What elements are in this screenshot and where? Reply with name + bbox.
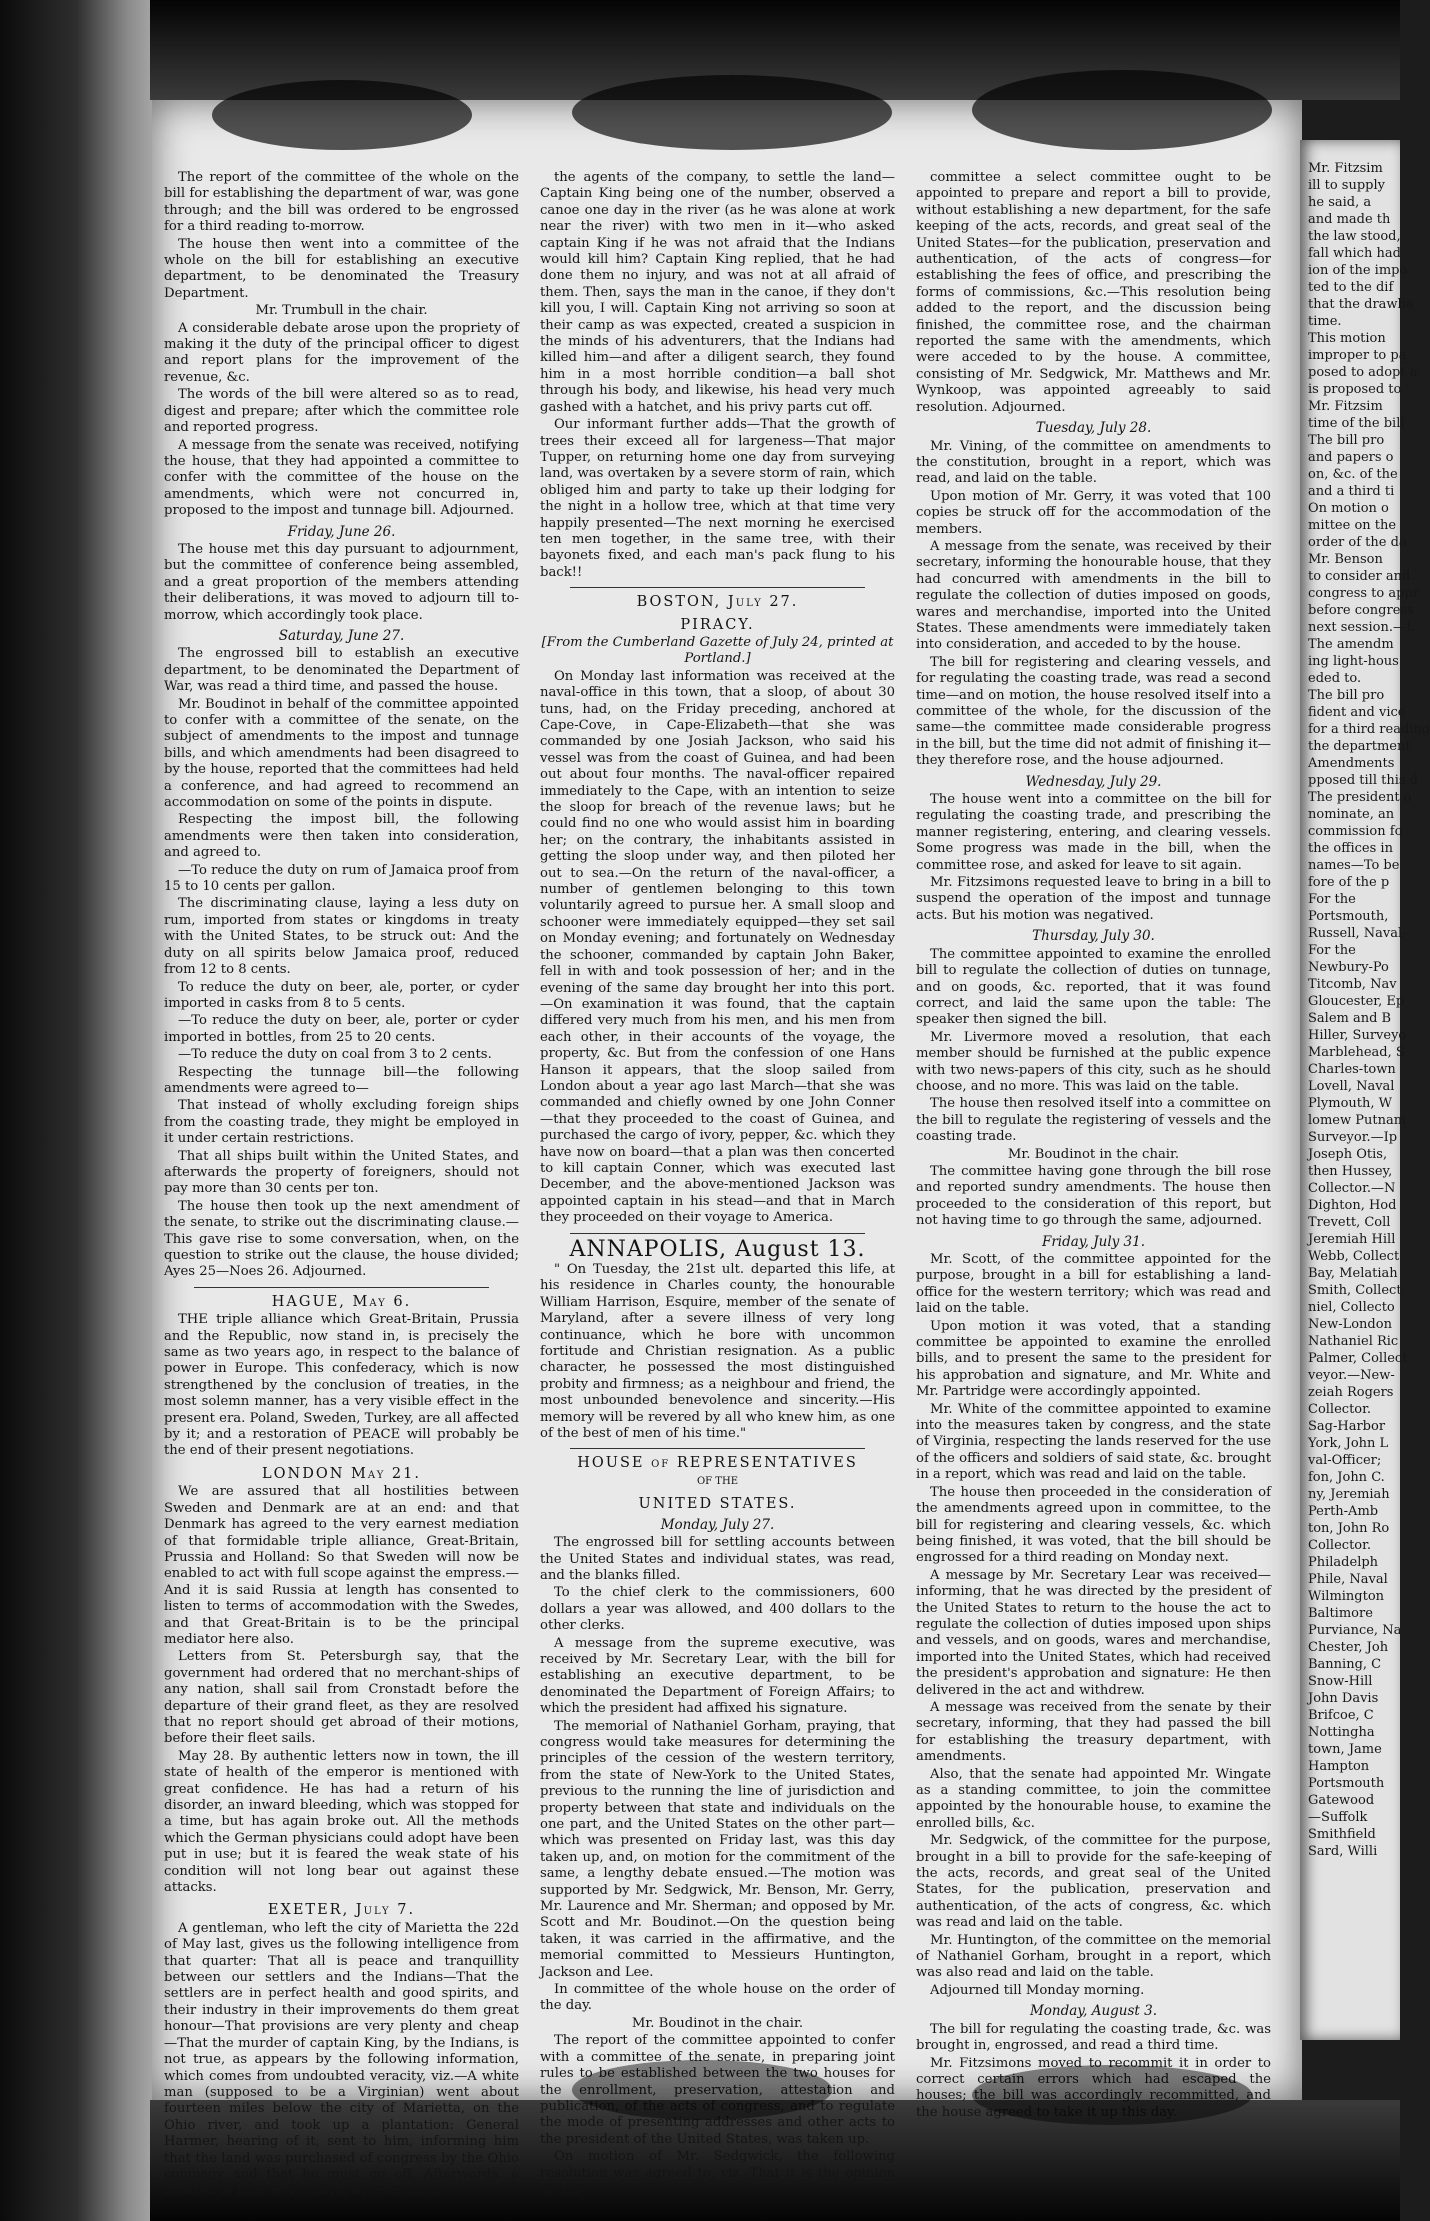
facing-page-line: Portsmouth: [1308, 1776, 1385, 1791]
facing-page-line: ted to the dif: [1308, 280, 1394, 295]
facing-page-line: Snow-Hill: [1308, 1674, 1373, 1689]
source-line: [From the Cumberland Gazette of July 24, printed at Portland.]: [541, 634, 894, 667]
paragraph: The house then took up the next amendment of the senate, to strike out the discriminating clause.—This gave rise to some conversation, when, on the question to strike out the clause, the house divided; Ayes 25—Noes 26. Adjourned.: [164, 1198, 519, 1280]
facing-page-line: Wilmington: [1308, 1589, 1385, 1604]
paragraph: Mr. Boudinot in behalf of the committee appointed to confer with a committee of the senate, on the subject of amendments to the impost and tunnage bills, and which amendments had been disagreed to by the house, reported that the committees had held a conference, and had agreed to recommend an accommodation on some of the points in dispute.: [164, 696, 519, 811]
heading-london: LONDON May 21.: [262, 1465, 421, 1482]
facing-page-line: niel, Collecto: [1308, 1300, 1395, 1315]
facing-page-line: Sard, Willi: [1308, 1844, 1378, 1859]
column-1: [164, 170, 519, 2199]
heading-hague: HAGUE, May 6.: [271, 1293, 412, 1310]
facing-page-line: the offices in: [1308, 841, 1393, 856]
paragraph: The house then went into a committee of the whole on the bill for establishing an executive department, to be denominated the Treasury Department.: [164, 236, 519, 301]
paragraph: Mr. Livermore moved a resolution, that each member should be furnished at the public expence with two news-papers of this city, such as he should choose, and no more. This was laid on the table.: [916, 1029, 1271, 1094]
facing-page-line: Collector.—N: [1308, 1181, 1396, 1196]
paragraph: The committee having gone through the bill rose and reported sundry amendments. The house then proceeded to the consideration of this report, but not having time to go through the same, adjourned.: [916, 1163, 1271, 1229]
paragraph: Mr. White of the committee appointed to examine into the measures taken by congress, and the state of Virginia, respecting the lands reserved for the use of the officers and soldiers of said state, &c. brought in a report, which was read and laid on the table.: [916, 1401, 1271, 1483]
heading-monday-august-3: Monday, August 3.: [1029, 2003, 1158, 2020]
facing-page-line: ion of the impo: [1308, 263, 1408, 278]
paragraph: May 28. By authentic letters now in town, the ill state of health of the emperor is mentioned with great confidence. He has had a return of his disorder, an inward bleeding, which was stopped for a time, but has again broke out. All the methods which the German physicians could adopt have been put in use; but it is feared the weak state of his condition will not long bear out against these attacks.: [164, 1748, 519, 1896]
facing-page-line: New-London: [1308, 1317, 1392, 1332]
facing-page-line: pposed till this d: [1308, 773, 1418, 788]
facing-page-line: Lovell, Naval: [1308, 1079, 1395, 1094]
paragraph: In committee of the whole house on the order of the day.: [540, 1982, 895, 2014]
facing-page-line: ton, John Ro: [1308, 1521, 1390, 1536]
facing-page-line: Mr. Fitzsim: [1308, 161, 1383, 176]
paragraph: The house then proceeded in the consideration of the amendments agreed upon in committee, to the bill for registering and clearing vessels, &c. which being finished, it was voted, that the bill should be engrossed for a third reading on Monday next.: [916, 1484, 1271, 1566]
facing-page-line: Marblehead, S: [1308, 1045, 1405, 1060]
facing-page-line: Joseph Otis,: [1308, 1147, 1388, 1162]
facing-page-line: order of the da: [1308, 535, 1407, 550]
facing-page-line: Plymouth, W: [1308, 1096, 1392, 1111]
facing-page-line: the department: [1308, 739, 1411, 754]
paragraph: The house then resolved itself into a committee on the bill to regulate the registering of vessels and the coasting trade.: [916, 1096, 1271, 1145]
facing-page-line: John Davis: [1308, 1691, 1379, 1706]
heading-friday-june-26: Friday, June 26.: [287, 523, 396, 540]
paragraph: Our informant further adds—That the growth of trees their exceed all for largeness—That major Tupper, on returning home one day from surveying land, was overtaken by a severe storm of rain, which obliged him and party to take up their lodging for the night in a hollow tree, which at that time very happily presented—The next morning he exercised ten men together, in the same tree, with their bayonets fixed, and each man's pack flung to his back!!: [540, 417, 895, 580]
facing-page-line: Mr. Fitzsim: [1308, 399, 1383, 414]
heading-wednesday-july-29: Wednesday, July 29.: [1025, 773, 1162, 790]
paragraph: A message by Mr. Secretary Lear was received—informing, that he was directed by the president of the United States to return to the house the act to regulate the collection of duties imposed upon ships and vessels, and on goods, wares and merchandise, imported into the United States, which had received the president's approbation and signature: He then delivered in the act and withdrew.: [916, 1567, 1271, 1698]
chair-line: Mr. Boudinot in the chair.: [1007, 1146, 1180, 1162]
paragraph: The report of the committee of the whole on the bill for establishing the department of war, was gone through; and the bill was ordered to be engrossed for a third reading to-morrow.: [164, 170, 519, 235]
paragraph: A message from the senate, was received by their secretary, informing the honourable house, that they had concurred with amendments in the bill to regulate the collection of duties imposed on goods, wares and merchandise, imported into the United States. These amendments were immediately taken into consideration, and acceded to by the house.: [916, 538, 1271, 653]
paragraph: the agents of the company, to settle the land—Captain King being one of the number, observed a canoe one day in the river (as he was alone at work near the river) with two men in it—who asked captain King if he was not afraid that the Indians would kill him? Captain King replied, that he had done them no injury, and was not at all afraid of them. Then, says the man in the canoe, if they don't kill you, I will. Captain King not arriving so soon at their camp as was expected, created a suspicion in the minds of his adventurers, that the Indians had killed him—and after a diligent search, they found him in a most horrible condition—a ball shot through his body, and likewise, his head very much gashed with a hatchet, and his privy parts cut off.: [540, 170, 895, 415]
facing-page-line: then Hussey,: [1308, 1164, 1393, 1179]
paragraph: The discriminating clause, laying a less duty on rum, imported from states or kingdoms in treaty with the United States, to be struck out: And the duty on all spirits below Jamaica proof, reduced from 12 to 8 cents.: [164, 896, 519, 978]
paragraph: —To reduce the duty on beer, ale, porter or cyder imported in bottles, from 25 to 20 cents.: [164, 1013, 519, 1045]
heading-monday-july-27: Monday, July 27.: [660, 1516, 775, 1533]
facing-page-line: ny, Jeremiah: [1308, 1487, 1390, 1502]
facing-page-line: zeiah Rogers: [1308, 1385, 1394, 1400]
facing-page-line: The president o: [1308, 790, 1412, 805]
paragraph: A considerable debate arose upon the propriety of making it the duty of the principal officer to digest and report plans for the improvement of the revenue, &c.: [164, 320, 519, 385]
paragraph: A message from the senate was received, notifying the house, that they had appointed a committee to confer with the committee of the house on the amendments, which were not concurred in, proposed to the impost and tunnage bill. Adjourned.: [164, 437, 519, 519]
facing-page-line: This motion: [1308, 331, 1386, 346]
facing-page-line: Trevett, Coll: [1308, 1215, 1391, 1230]
paragraph: A message from the supreme executive, was received by Mr. Secretary Lear, with the bill for establishing an executive department, to be denominated the Department of Foreign Affairs; to which the president had affixed his signature.: [540, 1635, 895, 1717]
chair-line: Mr. Boudinot in the chair.: [631, 2015, 804, 2031]
facing-page-line: lomew Putnam: [1308, 1113, 1407, 1128]
paragraph: The engrossed bill to establish an executive department, to be denominated the Department of War, was read a third time, and passed the house.: [164, 646, 519, 695]
facing-page-line: next session.—L: [1308, 620, 1415, 635]
facing-page-line: ill to supply: [1308, 178, 1385, 193]
paragraph: Also, that the senate had appointed Mr. Wingate as a standing committee, to join the committee appointed by the honourable house, to examine the enrolled bills, &c.: [916, 1766, 1271, 1831]
column-2: [540, 170, 895, 2197]
facing-page-line: the law stood,: [1308, 229, 1401, 244]
facing-page-line: commission fo: [1308, 824, 1403, 839]
paragraph: " On Tuesday, the 21st ult. departed this life, at his residence in Charles county, the honourable William Harrison, Esquire, member of the senate of Maryland, after a severe illness of very long continuance, which he bore with uncommon fortitude and Christian resignation. As a public character, he possessed the most distinguished probity and firmness; as a neighbour and friend, the most unbounded benevolence and sincerity.—His memory will be revered by all who knew him, as one of the best of men of his time.": [540, 1262, 895, 1442]
facing-page-line: for a third reading: [1308, 722, 1430, 737]
heading-annapolis: ANNAPOLIS, August 13.: [569, 1236, 866, 1262]
facing-page-line: improper to pa: [1308, 348, 1407, 363]
paragraph: Upon motion it was voted, that a standing committee be appointed to examine the enrolled bills, and to present the same to the president for his approbation and signature, and Mr. White and Mr. Partridge were accordingly appointed.: [916, 1318, 1271, 1400]
facing-page: [1300, 140, 1430, 2040]
paragraph: Letters from St. Petersburgh say, that the government had ordered that no merchant-ships of any nation, shall sail from Cronstadt before the departure of their grand fleet, as they are resolved that no report should get abroad of their motions, before their fleet sails.: [164, 1649, 519, 1747]
paragraph: We are assured that all hostilities between Sweden and Denmark are at an end: and that Denmark has agreed to the very earnest mediation of that formidable triple alliance, Great-Britain, Prussia and Holland: So that Sweden will now be enabled to act with full scope against the empress.—And it is said Russia at length has consented to listen to terms of accommodation with the Swedes, and that Great-Britain is to be the principal mediator here also.: [164, 1484, 519, 1647]
facing-page-line: congress to appr: [1308, 586, 1419, 601]
paragraph: Mr. Trumbull in the chair.: [255, 303, 428, 319]
facing-page-line: Phile, Naval: [1308, 1572, 1388, 1587]
facing-page-line: fore of the p: [1308, 875, 1390, 890]
newspaper-page: [152, 100, 1302, 2199]
facing-page-line: Webb, Collect: [1308, 1249, 1400, 1264]
paragraph: Mr. Vining, of the committee on amendments to the constitution, brought in a report, which was read, and laid on the table.: [916, 438, 1271, 487]
facing-page-line: Salem and B: [1308, 1011, 1392, 1026]
facing-page-line: Newbury-Po: [1308, 960, 1389, 975]
paragraph: Mr. Scott, of the committee appointed for the purpose, brought in a bill for establishing a land-office for the western territory; which was read and laid on the table.: [916, 1252, 1271, 1317]
paragraph: To reduce the duty on beer, ale, porter, or cyder imported in casks from 8 to 5 cents.: [164, 979, 519, 1011]
facing-page-line: Bay, Melatiah: [1308, 1266, 1398, 1281]
heading-friday-july-31: Friday, July 31.: [1041, 1233, 1146, 1250]
paragraph: On Monday last information was received at the naval-office in this town, that a sloop, of about 30 tuns, had, on the Friday preceding, anchored at Cape-Cove, in Cape-Elizabeth—that she was commanded by one Josiah Jackson, who said his vessel was from the coast of Guinea, and had been out about four months. The naval-officer repaired immediately to the Cape, with an intention to seize the sloop for breach of the revenue laws; but he could find no one who would assist him in boarding her; on the contrary, the inhabitants assisted in getting the sloop under way, and then piloted her out to sea.—On the return of the naval-officer, a number of gentlemen belonging to this town voluntarily agreed to pursue her. A small sloop and schooner were immediately equipped—they set sail on Monday evening; and fortunately on Wednesday the schooner, commanded by captain John Baker, fell in with and took possession of her; and in the evening of the same day brought her into this port.—On examination it was found, that the captain differed very much from his men, and his men from each other, in their accounts of the voyage, the property, &c. But from the confession of one Hans Hanson it appears, that the sloop sailed from London about a year ago last March—that she was commanded and chiefly owned by one John Conner—that they proceeded to the coast of Guinea, and purchased the cargo of ivory, pepper, &c. which they have now on board—that a plan was then concerted to kill captain Conner, which was executed last December, and the above-mentioned Jackson was appointed captain in his stead—and that in March they proceeded on their voyage to America.: [540, 668, 895, 1226]
ink-stain: [972, 70, 1272, 150]
paragraph: The bill for registering and clearing vessels, and for regulating the coasting trade, was read a second time—and on motion, the house resolved itself into a committee of the whole, for the discussion of the same—the committee made considerable progress in the bill, but the time did not admit of finishing it—they therefore rose, and the house adjourned.: [916, 654, 1271, 769]
paragraph: The words of the bill were altered so as to read, digest and prepare; after which the committee role and reported progress.: [164, 387, 519, 436]
paragraph: That all ships built within the United States, and afterwards the property of foreigners, should not pay more than 30 cents per ton.: [164, 1148, 519, 1197]
facing-page-line: time.: [1308, 314, 1342, 329]
facing-page-line: Banning, C: [1308, 1657, 1382, 1672]
facing-page-line: The bill pro: [1308, 433, 1385, 448]
paragraph: The bill for regulating the coasting trade, &c. was brought in, engrossed, and read a third time.: [916, 2021, 1271, 2054]
facing-page-line: he said, a: [1308, 195, 1372, 210]
divider: [570, 1233, 865, 1234]
facing-page-line: Amendments: [1308, 756, 1395, 771]
facing-page-line: Brifcoe, C: [1308, 1708, 1374, 1723]
heading-saturday-june-27: Saturday, June 27.: [278, 627, 405, 644]
heading-thursday-july-30: Thursday, July 30.: [1032, 928, 1155, 945]
facing-page-line: Collector.: [1308, 1538, 1372, 1553]
paragraph: Respecting the tunnage bill—the following amendments were agreed to—: [164, 1064, 519, 1096]
paragraph: A gentleman, who left the city of Marietta the 22d of May last, gives us the following intelligence from that quarter: That all is peace and tranquillity between our settlers and the Indians—That the settlers are in perfect health and good spirits, and their industry in their improvements do them great honour—That provisions are very plenty and cheap—That the murder of captain King, by the Indians, is not true, as appears by the following information, which comes from undoubted veracity, viz.—A white man (supposed to be a Virginian) went about fourteen miles below the city of Marietta, on the Ohio river, and took up a plantation: General Harmer, hearing of it, sent to him, informing him that the land was purchased of congress by the Ohio company and that he must go off. Afterwards, a number of men went down, by consent of: [164, 1920, 519, 2199]
facing-page-line: Hampton: [1308, 1759, 1370, 1774]
ink-stain: [572, 75, 892, 150]
facing-page-line: Smith, Collect: [1308, 1283, 1402, 1298]
facing-page-line: Charles-town: [1308, 1062, 1396, 1077]
facing-page-line: that the drawba: [1308, 297, 1414, 312]
facing-page-line: Gloucester, Ep: [1308, 994, 1405, 1009]
facing-page-line: —Suffolk: [1308, 1810, 1368, 1825]
facing-page-line: and made th: [1308, 212, 1391, 227]
facing-page-line: Titcomb, Nav: [1308, 977, 1397, 992]
facing-page-line: fall which had: [1308, 246, 1401, 261]
paragraph: On motion of Mr. Sedgwick, the following resolution was agreed to, viz. That it is the opinion of this: [540, 2149, 895, 2197]
paragraph: Respecting the impost bill, the following amendments were then taken into consideration, and agreed to.: [164, 812, 519, 861]
facing-page-line: town, Jame: [1308, 1742, 1382, 1757]
paragraph: The engrossed bill for settling accounts between the United States and individual states, was read, and the blanks filled.: [540, 1535, 895, 1583]
paragraph: The house went into a committee on the bill for regulating the coasting trade, and prescribing the manner registering, entering, and clearing vessels. Some progress was made in the bill, when the committee rose, and asked for leave to sit again.: [916, 792, 1271, 873]
heading-house: HOUSE of REPRESENTATIVES: [577, 1455, 858, 1472]
facing-page-line: Mr. Benson: [1308, 552, 1383, 567]
paragraph: Mr. Sedgwick, of the committee for the purpose, brought in a bill to provide for the safe-keeping of the acts, records, and great seal of the United States, for the publication, preservation and authentication, of the acts of congress, &c. which was read and laid on the table.: [916, 1833, 1271, 1931]
facing-page-line: Dighton, Hod: [1308, 1198, 1397, 1213]
facing-page-line: Portsmouth,: [1308, 909, 1389, 924]
paragraph: Adjourned till Monday morning.: [930, 1982, 1145, 1998]
facing-page-line: Philadelph: [1308, 1555, 1379, 1570]
ink-stain: [212, 80, 472, 150]
paragraph: The report of the committee appointed to confer with a committee of the senate, in preparing joint rules to be established between the two houses for the enrollment, preservation, attestation and publication, of the acts of congress, and to regulate the mode of presenting addresses and other acts to the president of the United States, was taken up.: [540, 2033, 895, 2147]
facing-page-line: fident and vice: [1308, 705, 1406, 720]
heading-boston: BOSTON, July 27.: [636, 594, 799, 611]
heading-of-the: OF THE: [696, 1475, 738, 1487]
facing-page-line: Nathaniel Ric: [1308, 1334, 1399, 1349]
paragraph: The memorial of Nathaniel Gorham, praying, that congress would take measures for determining the principles of the cession of the western territory, from the state of New-York to the United States, previous to the running the line of jurisdiction and property between that state and individuals on the one part, and the United States on the other part—which was presented on Friday last, was this day taken up, and, on motion for the commitment of the same, a lengthy debate ensued.—The motion was supported by Mr. Sedgwick, Mr. Benson, Mr. Gerry, Mr. Laurence and Mr. Sherman; and opposed by Mr. Scott and Mr. Boudinot.—On the question being taken, it was carried in the affirmative, and the memorial committed to Messieurs Huntington, Jackson and Lee.: [540, 1718, 895, 1980]
heading-piracy: PIRACY.: [680, 616, 755, 633]
divider: [570, 1448, 865, 1449]
ink-stain: [572, 2060, 832, 2120]
facing-page-line: to consider and: [1308, 569, 1411, 584]
facing-page-line: ing light-hous: [1308, 654, 1399, 669]
paragraph: The house met this day pursuant to adjournment, but the committee of conference being assembled, and a great proportion of the members attending their deliberations, it was moved to adjourn till to-morrow, which accordingly took place.: [164, 541, 519, 623]
facing-page-line: Hiller, Surveyo: [1308, 1028, 1407, 1043]
facing-page-line: Nottingha: [1308, 1725, 1375, 1740]
divider: [194, 1287, 489, 1288]
facing-page-line: York, John L: [1308, 1436, 1389, 1451]
facing-page-line: and papers o: [1308, 450, 1394, 465]
paragraph: Mr. Fitzsimons moved to recommit it in order to correct certain errors which had escaped the houses; the bill was accordingly recommitted, and the house agreed to take it up this day.: [916, 2055, 1271, 2120]
paragraph: The committee appointed to examine the enrolled bill to regulate the collection of duties on tunnage, and on goods, &c. reported, that it was found correct, and laid the same upon the table: The speaker then signed the bill.: [916, 946, 1271, 1028]
facing-page-line: The amendm: [1308, 637, 1394, 652]
facing-page-line: posed to adopt a: [1308, 365, 1418, 380]
facing-page-line: Russell, Naval-: [1308, 926, 1407, 941]
facing-page-line: Palmer, Collect: [1308, 1351, 1408, 1366]
heading-united-states: UNITED STATES.: [638, 1496, 797, 1513]
column-3: [916, 170, 1271, 2120]
book-spine: [0, 0, 170, 2221]
facing-page-column: [1308, 160, 1428, 1860]
paragraph: To the chief clerk to the commissioners, 600 dollars a year was allowed, and 400 dollars to the other clerks.: [540, 1585, 895, 1634]
facing-page-line: Chester, Joh: [1308, 1640, 1389, 1655]
paragraph: Mr. Fitzsimons requested leave to bring in a bill to suspend the operation of the impost and tunnage acts. But his motion was negatived.: [916, 875, 1271, 923]
facing-page-line: time of the bill: [1308, 416, 1405, 431]
paragraph: —To reduce the duty on coal from 3 to 2 cents.: [178, 1047, 492, 1063]
facing-page-line: For the: [1308, 943, 1356, 958]
divider: [570, 587, 865, 588]
heading-tuesday-july-28: Tuesday, July 28.: [1035, 420, 1152, 437]
facing-page-line: Perth-Amb: [1308, 1504, 1379, 1519]
paragraph: THE triple alliance which Great-Britain, Prussia and the Republic, now stand in, is precisely the same as two years ago, in respect to the balance of power in Europe. This confederacy, which is now strengthened by the conclusion of treaties, in the most solemn manner, has a very visible effect in the present era. Poland, Sweden, Turkey, are all affected by it; and a restoration of PEACE will probably be the end of their present negotiations.: [164, 1312, 519, 1459]
ink-stain: [972, 2065, 1252, 2125]
facing-page-line: Jeremiah Hill: [1308, 1232, 1396, 1247]
facing-page-line: on, &c. of the: [1308, 467, 1398, 482]
facing-page-line: Surveyor.—Ip: [1308, 1130, 1398, 1145]
facing-page-line: and a third ti: [1308, 484, 1395, 499]
facing-page-line: The bill pro: [1308, 688, 1385, 703]
paragraph: A message was received from the senate by their secretary, informing, that they had passed the bill for establishing the treasury department, with amendments.: [916, 1699, 1271, 1765]
facing-page-line: Purviance, Na: [1308, 1623, 1402, 1638]
facing-page-line: Collector.: [1308, 1402, 1372, 1417]
facing-page-line: mittee on the: [1308, 518, 1397, 533]
paragraph: —To reduce the duty on rum of Jamaica proof from 15 to 10 cents per gallon.: [164, 862, 519, 895]
facing-page-line: veyor.—New-: [1308, 1368, 1395, 1383]
facing-page-line: Gatewood: [1308, 1793, 1375, 1808]
paragraph: Upon motion of Mr. Gerry, it was voted that 100 copies be struck off for the accommodation of the members.: [916, 488, 1271, 537]
facing-page-line: Baltimore: [1308, 1606, 1373, 1621]
facing-page-line: val-Officer;: [1308, 1453, 1382, 1468]
col1-top-paras: [164, 170, 519, 520]
facing-page-line: eded to.: [1308, 671, 1362, 686]
paragraph: committee a select committee ought to be appointed to prepare and report a bill to provide, without establishing a new department, for the safe keeping of the acts, records, and great seal of the United States—for the publication, preservation and authentication, of the acts of congress—for establishing the fees of office, and prescribing the forms of commissions, &c.—This resolution being added to the report, and the discussion being finished, the committee rose, and the chairman reported the same with the amendments, which were acceded to by the house. A committee, consisting of Mr. Sedgwick, Mr. Matthews and Mr. Wynkoop, was appointed agreeably to said resolution. Adjourned.: [916, 170, 1271, 415]
heading-exeter: EXETER, July 7.: [267, 1902, 416, 1919]
paragraph: Mr. Huntington, of the committee on the memorial of Nathaniel Gorham, brought in a report, which was also read and laid on the table.: [916, 1932, 1271, 1981]
facing-page-line: names—To be: [1308, 858, 1400, 873]
facing-page-line: Smithfield: [1308, 1827, 1376, 1842]
facing-page-line: On motion o: [1308, 501, 1389, 516]
paragraph: That instead of wholly excluding foreign ships from the coasting trade, they might be employed in it under certain restrictions.: [164, 1098, 519, 1147]
facing-page-line: before congress: [1308, 603, 1414, 618]
facing-page-line: For the: [1308, 892, 1356, 907]
facing-page-line: fon, John C.: [1308, 1470, 1385, 1485]
facing-page-line: nominate, an: [1308, 807, 1395, 822]
facing-page-line: Sag-Harbor: [1308, 1419, 1386, 1434]
facing-page-line: is proposed to: [1308, 382, 1402, 397]
